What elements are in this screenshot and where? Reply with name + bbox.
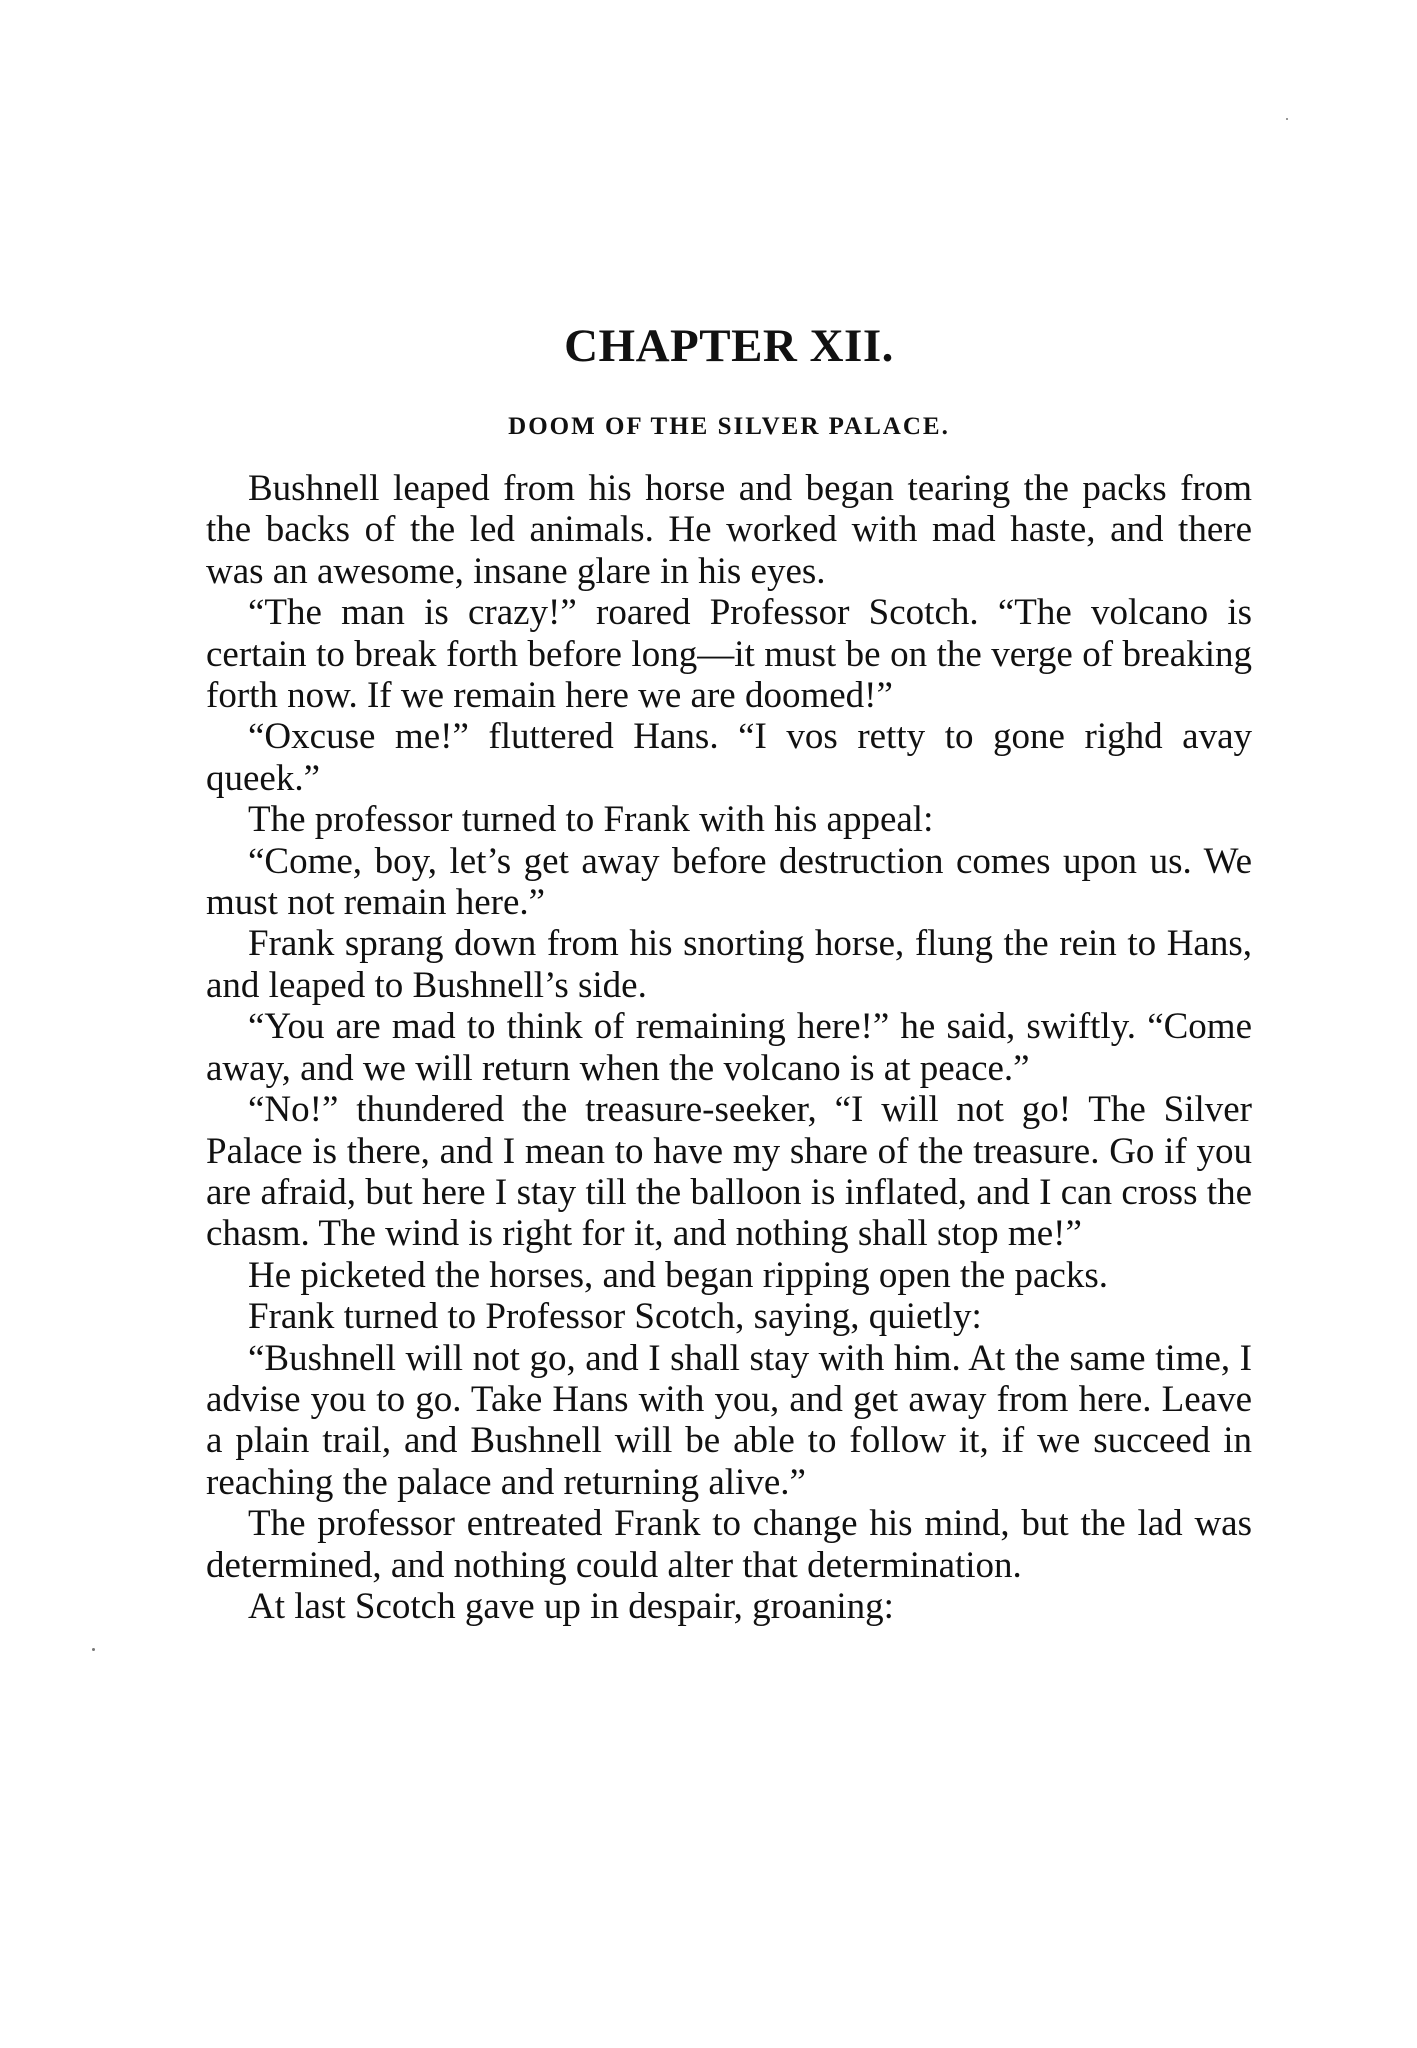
chapter-body <box>206 468 1252 1627</box>
page-content <box>206 318 1252 1627</box>
paragraph: “Bushnell will not go, and I shall stay with him. At the same time, I advise you to go. Take Hans with you, and get away from here. Leave a plain trail, and Bushnell will be able to follow it, if we succeed in reaching the palace and returning alive.” <box>206 1337 1252 1503</box>
page-speck <box>92 1648 95 1651</box>
paragraph: He picketed the horses, and began ripping open the packs. <box>248 1254 1108 1296</box>
paragraph: The professor turned to Frank with his appeal: <box>248 799 934 841</box>
paragraph: “Oxcuse me!” fluttered Hans. “I vos retty to gone righd avay queek.” <box>206 716 1252 799</box>
paragraph: Frank turned to Professor Scotch, saying, quietly: <box>248 1296 982 1338</box>
paragraph: “No!” thundered the treasure-seeker, “I will not go! The Silver Palace is there, and I mean to have my share of the treasure. Go if you are afraid, but here I stay till the balloon is inflated, and I can cross the chasm. The wind is right for it, and nothing shall stop me!” <box>206 1089 1252 1255</box>
chapter-title: CHAPTER XII. <box>564 320 894 372</box>
paragraph: At last Scotch gave up in despair, groaning: <box>248 1585 894 1627</box>
chapter-subtitle: DOOM OF THE SILVER PALACE. <box>508 413 950 440</box>
paragraph: “You are mad to think of remaining here!” he said, swiftly. “Come away, and we will return when the volcano is at peace.” <box>206 1006 1252 1089</box>
paragraph: The professor entreated Frank to change his mind, but the lad was determined, and nothing could alter that determination. <box>206 1503 1252 1586</box>
paragraph: Frank sprang down from his snorting horse, flung the rein to Hans, and leaped to Bushnell’s side. <box>206 923 1252 1006</box>
paragraph: Bushnell leaped from his horse and began tearing the packs from the backs of the led animals. He worked with mad haste, and there was an awesome, insane glare in his eyes. <box>206 468 1252 592</box>
paragraph: “Come, boy, let’s get away before destruction comes upon us. We must not remain here.” <box>206 840 1252 924</box>
paragraph: “The man is crazy!” roared Professor Scotch. “The volcano is certain to break forth before long—it must be on the verge of breaking forth now. If we remain here we are doomed!” <box>206 592 1252 717</box>
page-speck <box>1286 118 1288 120</box>
